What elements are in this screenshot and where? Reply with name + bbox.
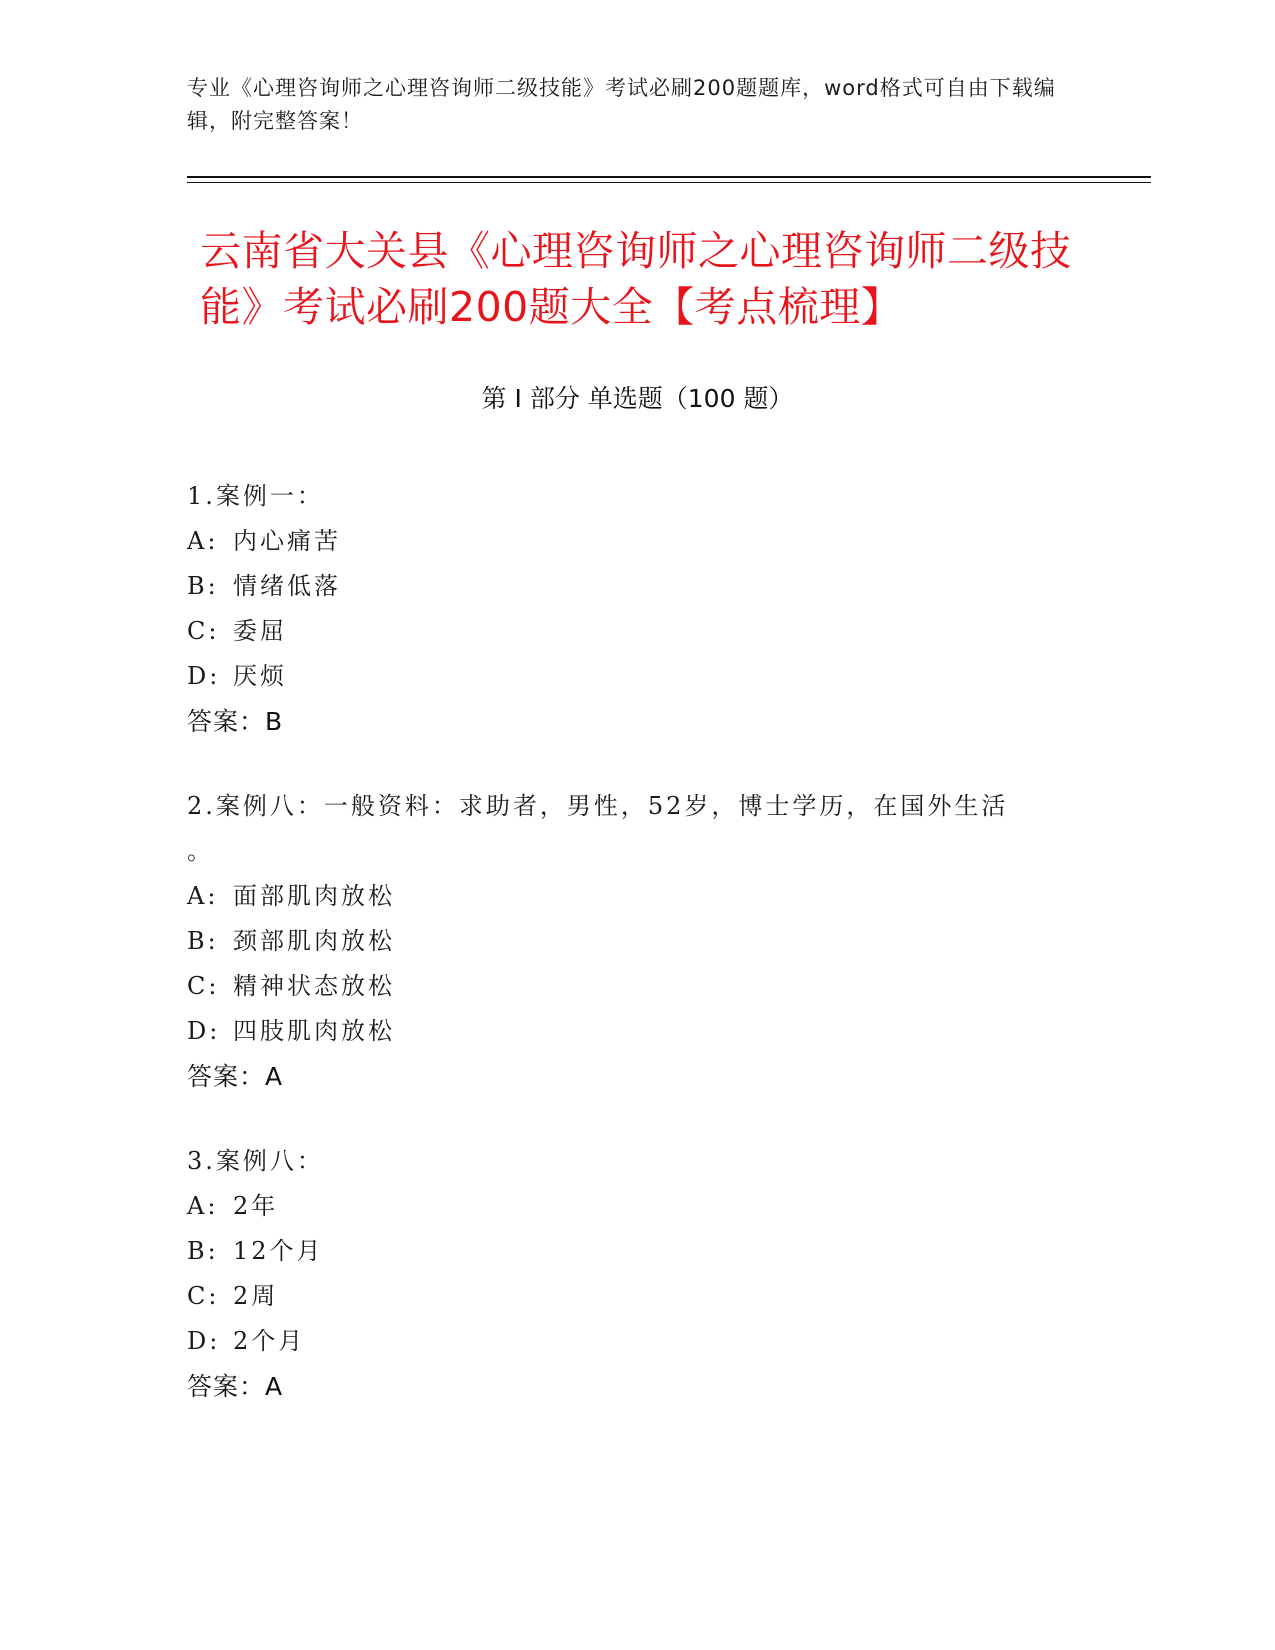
option-key: D: (187, 1327, 221, 1355)
option-key: C: (187, 972, 220, 1000)
option-a (187, 874, 1067, 919)
question-3 (187, 1139, 1067, 1409)
section-title: 第 I 部分 单选题（100 题） (481, 384, 794, 413)
option-key: B: (187, 1237, 219, 1265)
option-key: C: (187, 617, 220, 645)
option-key: B: (187, 572, 219, 600)
option-key: A: (187, 527, 219, 555)
option-b (187, 564, 1067, 609)
option-b (187, 1229, 1067, 1274)
option-key: C: (187, 1282, 220, 1310)
option-a (187, 1184, 1067, 1229)
answer-line: 答案：A (187, 1372, 284, 1401)
option-text: 颈部肌肉放松 (233, 927, 395, 955)
option-d (187, 654, 1067, 699)
option-text: 2个月 (233, 1327, 306, 1355)
header-rule-thin (187, 182, 1151, 183)
option-text: 面部肌肉放松 (233, 882, 395, 910)
option-c (187, 1274, 1067, 1319)
option-a (187, 519, 1067, 564)
question-stem: 2.案例八：一般资料：求助者，男性，52岁，博士学历，在国外生活 (187, 792, 1009, 820)
header-note: 专业《心理咨询师之心理咨询师二级技能》考试必刷200题题库，word格式可自由下载编辑，附完整答案！ (187, 76, 1056, 133)
option-d (187, 1009, 1067, 1054)
answer-line: 答案：B (187, 707, 284, 736)
option-key: B: (187, 927, 219, 955)
option-text: 内心痛苦 (233, 527, 341, 555)
question-stem: 3.案例八： (187, 1147, 324, 1175)
option-text: 2周 (233, 1282, 279, 1310)
option-text: 情绪低落 (233, 572, 341, 600)
option-key: D: (187, 662, 221, 690)
option-key: A: (187, 1192, 219, 1220)
header-rule-thick (187, 176, 1151, 178)
question-stem-continuation: 。 (187, 837, 211, 865)
question-list (187, 474, 1067, 1449)
option-c (187, 609, 1067, 654)
question-1 (187, 474, 1067, 744)
question-2 (187, 784, 1067, 1099)
option-text: 12个月 (233, 1237, 324, 1265)
option-d (187, 1319, 1067, 1364)
option-key: D: (187, 1017, 221, 1045)
option-text: 厌烦 (233, 662, 287, 690)
option-text: 2年 (233, 1192, 279, 1220)
option-text: 四肢肌肉放松 (233, 1017, 395, 1045)
answer-line: 答案：A (187, 1062, 284, 1091)
option-key: A: (187, 882, 219, 910)
document-title: 云南省大关县《心理咨询师之心理咨询师二级技能》考试必刷200题大全【考点梳理】 (200, 227, 1072, 331)
option-text: 精神状态放松 (233, 972, 395, 1000)
option-c (187, 964, 1067, 1009)
option-b (187, 919, 1067, 964)
option-text: 委屈 (233, 617, 287, 645)
question-stem: 1.案例一： (187, 482, 324, 510)
